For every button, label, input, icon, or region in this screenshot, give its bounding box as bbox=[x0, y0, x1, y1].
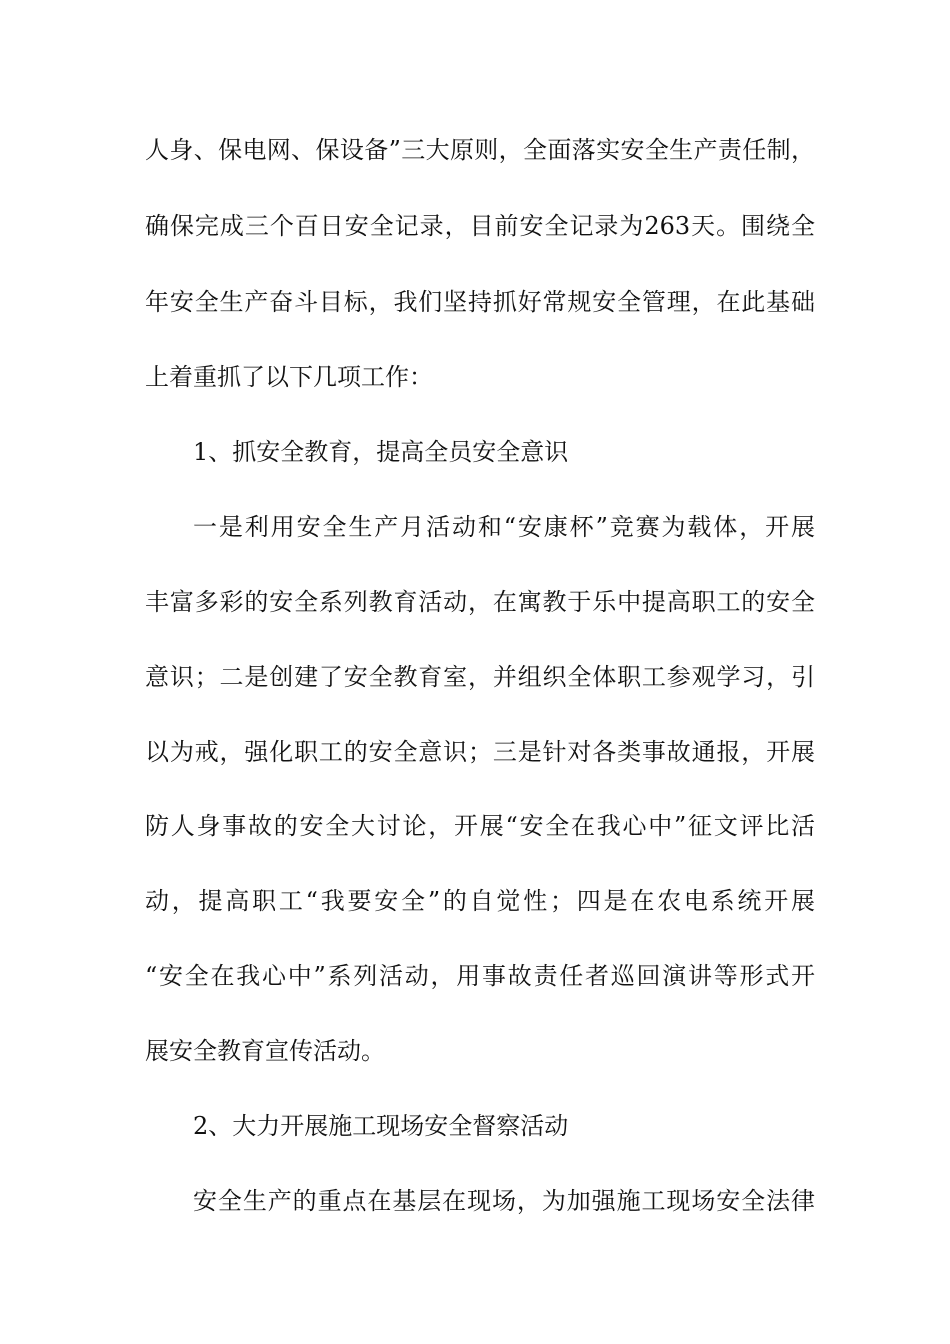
body-text-line: 动，提高职工“我要安全”的自觉性；四是在农电系统开展 bbox=[145, 887, 815, 915]
body-text-line: 丰富多彩的安全系列教育活动，在寓教于乐中提高职工的安全 bbox=[145, 588, 815, 616]
section-heading-1: 1、抓安全教育，提高全员安全意识 bbox=[193, 438, 569, 466]
body-text-line: 确保完成三个百日安全记录，目前安全记录为263天。围绕全 bbox=[145, 212, 815, 240]
section-heading-2: 2、大力开展施工现场安全督察活动 bbox=[193, 1112, 569, 1140]
body-text-line: 人身、保电网、保设备”三大原则，全面落实安全生产责任制， bbox=[145, 136, 815, 164]
body-text-line: 上着重抓了以下几项工作： bbox=[145, 363, 433, 391]
body-text-line: 以为戒，强化职工的安全意识；三是针对各类事故通报，开展 bbox=[145, 738, 815, 766]
body-text-line: 防人身事故的安全大讨论，开展“安全在我心中”征文评比活 bbox=[145, 812, 815, 840]
body-text-line: 意识；二是创建了安全教育室，并组织全体职工参观学习，引 bbox=[145, 663, 815, 691]
body-text-line: 安全生产的重点在基层在现场，为加强施工现场安全法律 bbox=[193, 1187, 815, 1215]
body-text-line: 展安全教育宣传活动。 bbox=[145, 1037, 385, 1065]
body-text-line: 年安全生产奋斗目标，我们坚持抓好常规安全管理，在此基础 bbox=[145, 288, 815, 316]
body-text-line: “安全在我心中”系列活动，用事故责任者巡回演讲等形式开 bbox=[145, 962, 815, 990]
body-text-line: 一是利用安全生产月活动和“安康杯”竞赛为载体，开展 bbox=[193, 513, 815, 541]
